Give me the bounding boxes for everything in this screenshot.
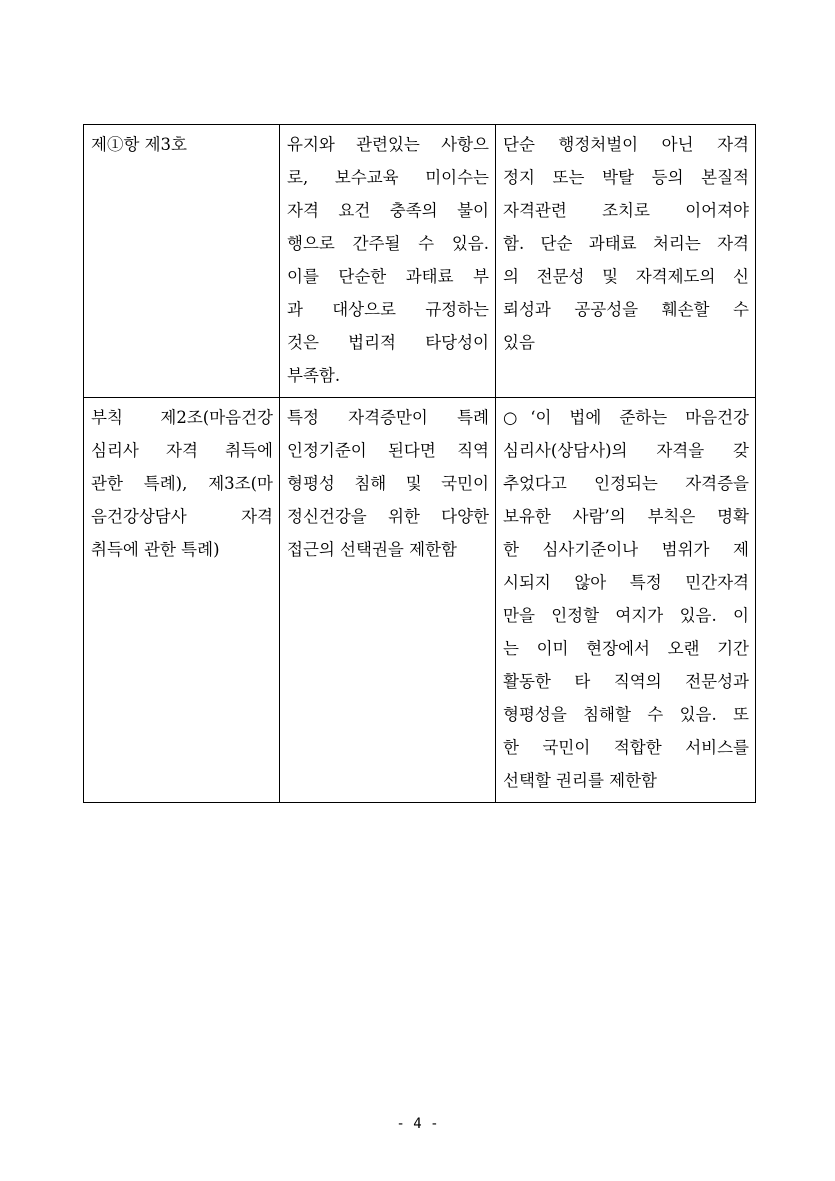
cell-line: 접근의 선택권을 제한함	[287, 540, 457, 559]
cell-line: 부칙 제2조(마음건강	[91, 408, 273, 427]
opinion-cell	[496, 125, 756, 398]
table-row	[84, 125, 756, 398]
cell-line: 제①항 제3호	[91, 135, 187, 154]
cell-line: 자격관련 조치로 이어져야	[503, 201, 749, 220]
cell-line: 음건강상담사 자격	[91, 507, 273, 526]
table-row	[84, 398, 756, 803]
provision-cell	[84, 125, 280, 398]
cell-line: 과 대상으로 규정하는	[287, 300, 489, 319]
cell-line: 한 국민이 적합한 서비스를	[503, 738, 749, 757]
provision-cell	[84, 398, 280, 803]
cell-line: 정지 또는 박탈 등의 본질적	[503, 168, 749, 187]
cell-line: 있음	[503, 333, 535, 352]
cell-line: 심리사 자격 취득에	[91, 441, 273, 460]
cell-line: 시되지 않아 특정 민간자격	[503, 573, 749, 592]
table-body	[84, 125, 756, 803]
cell-line: 자격 요건 충족의 불이	[287, 201, 489, 220]
opinion-cell	[496, 398, 756, 803]
cell-line: 취득에 관한 특례)	[91, 540, 220, 559]
page-number: - 4 -	[396, 1116, 439, 1132]
cell-line: 만을 인정할 여지가 있음. 이	[503, 606, 749, 625]
cell-line: 것은 법리적 타당성이	[287, 333, 489, 352]
cell-line: 이를 단순한 과태료 부	[287, 267, 489, 286]
cell-line: 추었다고 인정되는 자격증을	[503, 474, 749, 493]
cell-line: 보유한 사람’의 부칙은 명확	[503, 507, 749, 526]
cell-line: 정신건강을 위한 다양한	[287, 507, 489, 526]
cell-line: 활동한 타 직역의 전문성과	[503, 672, 749, 691]
cell-line: 특정 자격증만이 특례	[287, 408, 489, 427]
cell-line: 행으로 간주될 수 있음.	[287, 234, 489, 253]
cell-line: 형평성 침해 및 국민이	[287, 474, 489, 493]
cell-line: 한 심사기준이나 범위가 제	[503, 540, 749, 559]
cell-line: 단순 행정처벌이 아닌 자격	[503, 135, 749, 154]
cell-line: 부족함.	[287, 366, 341, 385]
issue-cell	[280, 125, 496, 398]
cell-line: 함. 단순 과태료 처리는 자격	[503, 234, 749, 253]
issue-cell	[280, 398, 496, 803]
cell-line: 관한 특례), 제3조(마	[91, 474, 273, 493]
cell-line: 선택할 권리를 제한함	[503, 771, 657, 790]
cell-line: 인정기준이 된다면 직역	[287, 441, 489, 460]
opinion-table	[83, 124, 756, 803]
cell-line: 의 전문성 및 자격제도의 신	[503, 267, 749, 286]
cell-line: 형평성을 침해할 수 있음. 또	[503, 705, 749, 724]
cell-line: 로, 보수교육 미이수는	[287, 168, 489, 187]
cell-line: ○‘이 법에 준하는 마음건강	[503, 408, 749, 427]
cell-line: 는 이미 현장에서 오랜 기간	[503, 639, 749, 658]
cell-line: 유지와 관련있는 사항으	[287, 135, 489, 154]
cell-line: 뢰성과 공공성을 훼손할 수	[503, 300, 749, 319]
cell-line: 심리사(상담사)의 자격을 갖	[503, 441, 749, 460]
